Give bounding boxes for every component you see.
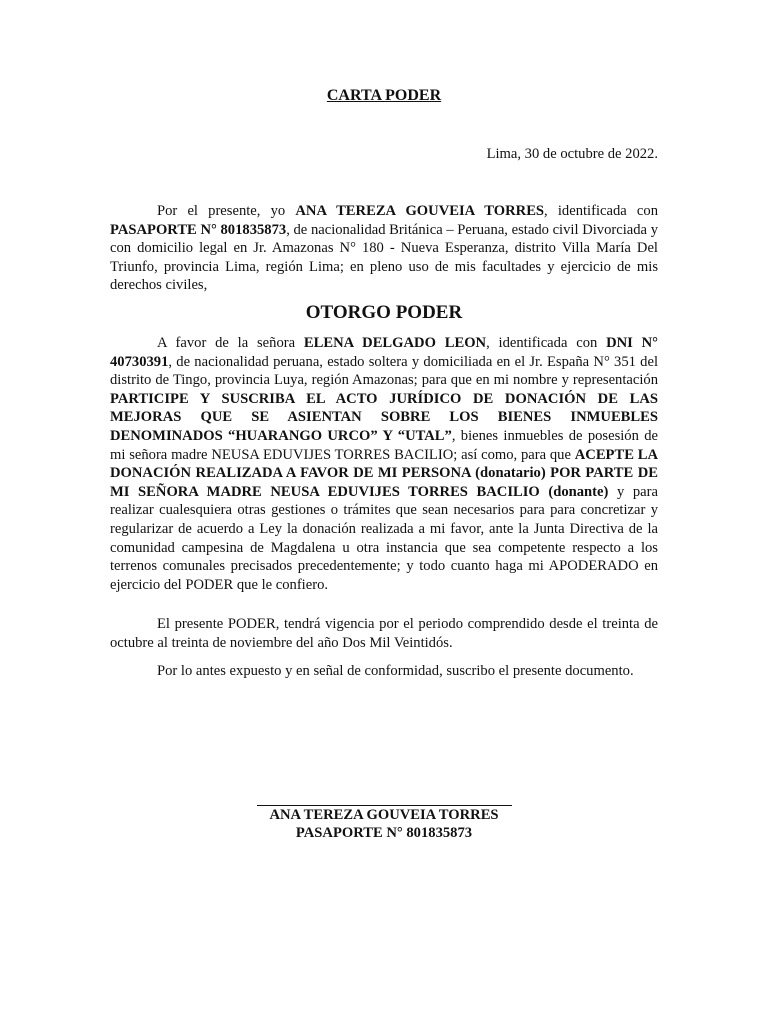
attorney-dni: DNI N° 40730391 xyxy=(110,335,659,370)
text-span: A favor de la señora xyxy=(157,335,304,351)
power-scope-2: ACEPTE LA DONACIÓN REALIZADA A FAVOR DE MI PERSONA (donatario) POR PARTE DE MI SEÑORA MADRE NEUSA EDUVIJES TORRES BACILIO (donante) xyxy=(110,446,658,500)
validity-paragraph: El presente PODER, tendrá vigencia por el periodo comprendido desde el treinta de octubre al treinta de noviembre del año Dos Mil Veintidós. xyxy=(110,616,658,651)
grantor-paragraph xyxy=(110,202,658,295)
text-span: , de nacionalidad Británica – Peruana, estado civil Divorciada y con domicilio legal en Jr. Amazonas N° 180 - Nueva Esperanza, distrito Villa María Del Triunfo, provincia Lima, región Lima; en pleno uso de mis facultades y ejercicio de mis derechos civiles, xyxy=(110,221,658,294)
document-title: CARTA PODER xyxy=(326,87,442,104)
signature-line xyxy=(257,805,512,806)
signature-document: PASAPORTE N° 801835873 xyxy=(295,825,473,841)
text-span: , identificada con xyxy=(486,335,607,351)
text-span: y para realizar cualesquiera otras gestiones o trámites que sean necesarios para para concretizar y regularizar de acuerdo a Ley la donación realizada a mi favor, ante la Junta Directiva de la comunidad campesina de Magdalena u otra instancia que sea competente respecto a los terrenos comunales precisados precedentemente; y todo cuanto haga mi APODERADO en ejercicio del PODER que le confiero. xyxy=(110,483,658,593)
text-span: , bienes inmuebles de posesión de mi señora madre NEUSA EDUVIJES TORRES BACILIO; así como, para que xyxy=(110,427,658,463)
date-line: Lima, 30 de octubre de 2022. xyxy=(486,146,658,162)
grantor-passport: PASAPORTE N° 801835873 xyxy=(110,221,287,238)
signature-name: ANA TEREZA GOUVEIA TORRES xyxy=(269,807,499,823)
text-span: , de nacionalidad peruana, estado soltera y domiciliada en el Jr. España N° 351 del distrito de Tingo, provincia Luya, región Amazonas; para que en mi nombre y representación xyxy=(110,353,658,389)
grantor-name: ANA TEREZA GOUVEIA TORRES xyxy=(295,203,545,219)
text-span: , identificada con xyxy=(544,203,658,219)
text-span: Por el presente, yo xyxy=(157,203,296,219)
power-scope-1: PARTICIPE Y SUSCRIBA EL ACTO JURÍDICO DE DONACIÓN DE LAS MEJORAS QUE SE ASIENTAN SOBRE LOS BIENES INMUEBLES DENOMINADOS “HUARANGO URCO” Y “UTAL” xyxy=(110,390,658,444)
attorney-paragraph xyxy=(110,334,658,594)
closing-paragraph: Por lo antes expuesto y en señal de conformidad, suscribo el presente documento. xyxy=(157,663,634,679)
section-heading: OTORGO PODER xyxy=(305,302,463,323)
attorney-name: ELENA DELGADO LEON xyxy=(303,335,487,351)
